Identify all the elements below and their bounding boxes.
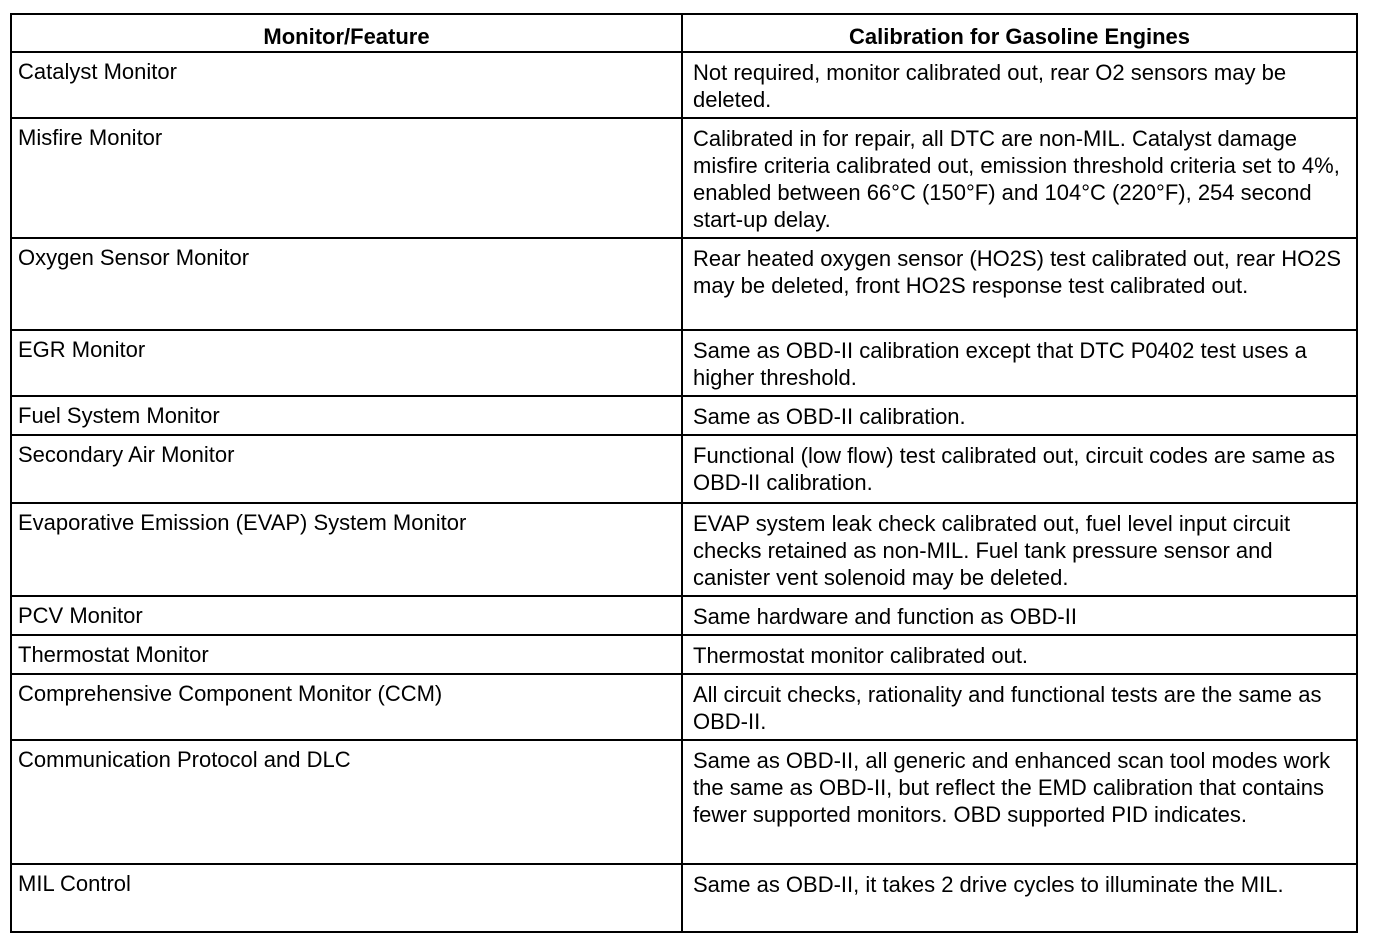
calibration-cell: Same as OBD-II, it takes 2 drive cycles to illuminate the MIL. [682,864,1357,932]
table-row [11,674,1357,740]
calibration-cell: Rear heated oxygen sensor (HO2S) test calibrated out, rear HO2S may be deleted, front HO2S response test calibrated out. [682,238,1357,330]
monitor-cell: Fuel System Monitor [11,396,682,435]
table-row [11,864,1357,932]
monitor-cell: Misfire Monitor [11,118,682,238]
table-row [11,635,1357,674]
table-header-row [11,14,1357,52]
monitor-cell: Evaporative Emission (EVAP) System Monitor [11,503,682,596]
monitor-cell: Catalyst Monitor [11,52,682,118]
calibration-cell: Not required, monitor calibrated out, rear O2 sensors may be deleted. [682,52,1357,118]
calibration-table [10,13,1358,933]
table-row [11,396,1357,435]
monitor-cell: Comprehensive Component Monitor (CCM) [11,674,682,740]
header-calibration: Calibration for Gasoline Engines [682,14,1357,52]
header-monitor-feature: Monitor/Feature [11,14,682,52]
calibration-cell: Same as OBD-II, all generic and enhanced scan tool modes work the same as OBD-II, but reflect the EMD calibration that contains fewer supported monitors. OBD supported PID indicates. [682,740,1357,864]
table-row [11,238,1357,330]
calibration-cell: Thermostat monitor calibrated out. [682,635,1357,674]
table-row [11,330,1357,396]
calibration-cell: EVAP system leak check calibrated out, fuel level input circuit checks retained as non-MIL. Fuel tank pressure sensor and canister vent solenoid may be deleted. [682,503,1357,596]
calibration-cell: Functional (low flow) test calibrated out, circuit codes are same as OBD-II calibration. [682,435,1357,503]
monitor-cell: Communication Protocol and DLC [11,740,682,864]
calibration-cell: Same hardware and function as OBD-II [682,596,1357,635]
table-row [11,503,1357,596]
monitor-cell: Thermostat Monitor [11,635,682,674]
table-row [11,435,1357,503]
monitor-cell: Oxygen Sensor Monitor [11,238,682,330]
table-row [11,52,1357,118]
monitor-cell: PCV Monitor [11,596,682,635]
calibration-cell: Calibrated in for repair, all DTC are non-MIL. Catalyst damage misfire criteria calibrated out, emission threshold criteria set to 4%, enabled between 66°C (150°F) and 104°C (220°F), 254 second start-up delay. [682,118,1357,238]
calibration-cell: All circuit checks, rationality and functional tests are the same as OBD-II. [682,674,1357,740]
monitor-cell: EGR Monitor [11,330,682,396]
table-row [11,596,1357,635]
monitor-cell: MIL Control [11,864,682,932]
calibration-cell: Same as OBD-II calibration. [682,396,1357,435]
table-row [11,118,1357,238]
monitor-cell: Secondary Air Monitor [11,435,682,503]
calibration-cell: Same as OBD-II calibration except that DTC P0402 test uses a higher threshold. [682,330,1357,396]
table-row [11,740,1357,864]
